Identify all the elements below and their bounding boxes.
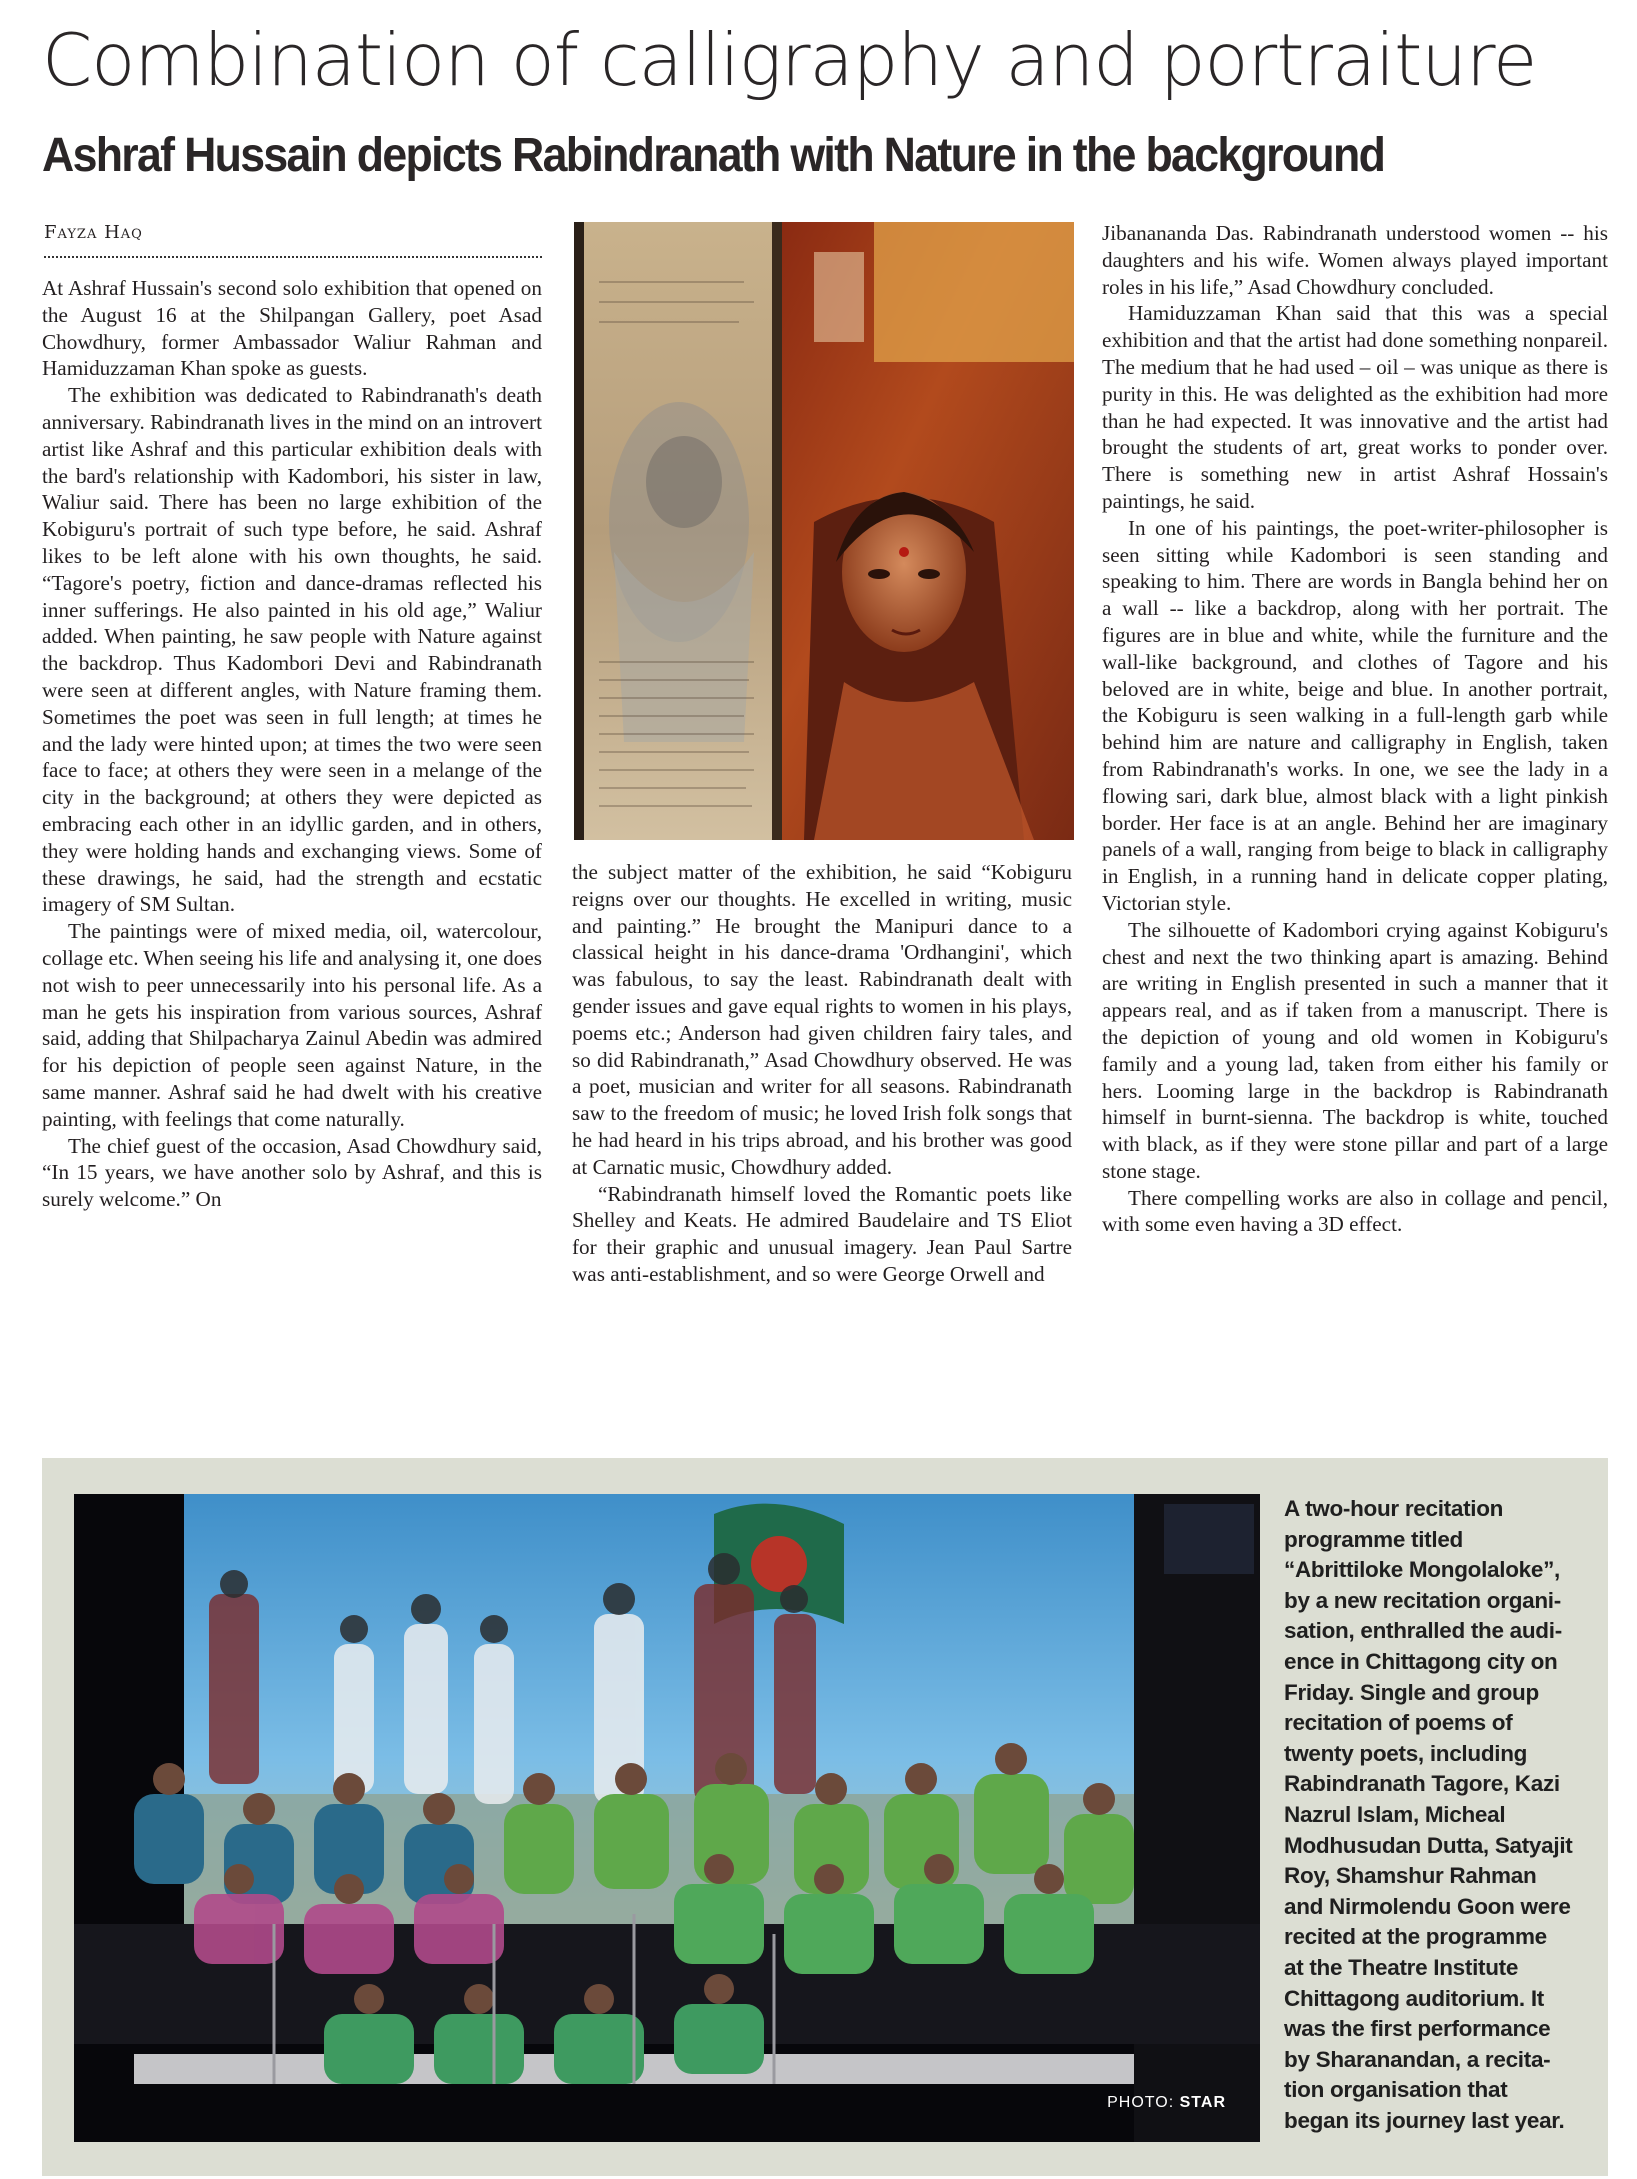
- caption-line: twenty poets, including: [1284, 1740, 1528, 1766]
- photo-caption: [1284, 1494, 1584, 2136]
- paragraph: The chief guest of the occasion, Asad Chowdhury said, “In 15 years, we have another solo by Ashraf, and this is surely welcome.” On: [42, 1133, 542, 1212]
- article-column-3: [1102, 220, 1608, 1238]
- paragraph: “Rabindranath himself loved the Romantic poets like Shelley and Keats. He admired Baudelaire and TS Eliot for their graphic and unusual imagery. Jean Paul Sartre was anti-establishment, and so were George Orwell and: [572, 1181, 1072, 1286]
- photo-credit-label: PHOTO:: [1107, 2094, 1175, 2111]
- caption-line: Nazrul Islam, Micheal: [1284, 1801, 1506, 1827]
- paragraph: At Ashraf Hussain's second solo exhibition that opened on the August 16 at the Shilpangan Gallery, poet Asad Chowdhury, former Ambassador Waliur Rahman and Hamiduzzaman Khan spoke as guests.: [42, 276, 542, 381]
- caption-line: at the Theatre Institute: [1284, 1954, 1519, 1980]
- stage-photo: [74, 1494, 1260, 2142]
- paragraph: the subject matter of the exhibition, he said “Kobiguru reigns over our thoughts. He excelled in writing, music and painting.” He brought the Manipuri dance to a classical height in his dance-drama 'Ordhangini', which was fabulous, to say the least. Rabindranath dealt with gender issues and gave equal rights to women in his plays, poems etc.; Anderson had given children fairy tales, and so did Rabindranath,” Asad Chowdhury observed. He was a poet, musician and writer for all seasons. Rabindranath saw to the freedom of music; he loved Irish folk songs that he had heard in his trips abroad, and his brother was good at Carnatic music, Chowdhury added.: [572, 860, 1072, 1179]
- paragraph: The paintings were of mixed media, oil, watercolour, collage etc. When seeing his life and analysing it, one does not wish to peer unnecessarily into his personal life. As a man he gets his inspiration from various sources, Ashraf said, adding that Shilpacharya Zainul Abedin was admired for his depiction of people seen against Nature, in the same manner. Ashraf said he had dwelt with his creative painting, with feelings that come naturally.: [42, 919, 542, 1131]
- byline-divider: [44, 256, 542, 258]
- photo-credit-source: STAR: [1179, 2094, 1226, 2111]
- caption-line: ence in Chittagong city on: [1284, 1648, 1558, 1674]
- caption-line: Modhusudan Dutta, Satyajit: [1284, 1832, 1573, 1858]
- paragraph: Jibanananda Das. Rabindranath understood women -- his daughters and his wife. Women always played important roles in his life,” Asad Chowdhury concluded.: [1102, 221, 1608, 299]
- caption-line: A two-hour recitation: [1284, 1496, 1504, 1521]
- subheadline: Ashraf Hussain depicts Rabindranath with Nature in the background: [42, 129, 1385, 182]
- caption-line: Roy, Shamshur Rahman: [1284, 1863, 1537, 1889]
- caption-line: by a new recitation organi-: [1284, 1587, 1561, 1613]
- caption-line: began its journey last year.: [1284, 2107, 1565, 2133]
- caption-line: Friday. Single and group: [1284, 1679, 1539, 1705]
- caption-line: was the first performance: [1284, 2016, 1551, 2042]
- paragraph: There compelling works are also in collage and pencil, with some even having a 3D effect.: [1102, 1185, 1608, 1237]
- caption-line: “Abrittiloke Mongolaloke”,: [1284, 1557, 1560, 1583]
- byline: Fayza Haq: [44, 222, 143, 243]
- caption-line: Rabindranath Tagore, Kazi: [1284, 1771, 1560, 1797]
- caption-line: recited at the programme: [1284, 1924, 1547, 1950]
- caption-line: programme titled: [1284, 1526, 1463, 1552]
- caption-line: sation, enthralled the audi-: [1284, 1618, 1562, 1644]
- paragraph: In one of his paintings, the poet-writer-philosopher is seen sitting while Kadombori is seen standing and speaking to him. There are words in Bangla behind her on a wall -- like a backdrop, along with her portrait. The figures are in blue and white, while the furniture and the wall-like background, and clothes of Tagore and his beloved are in white, beige and blue. In another portrait, the Kobiguru is seen walking in a full-length garb while behind him are nature and calligraphy in English, taken from Rabindranath's works. In one, we see the lady in a flowing sari, dark blue, almost black with a light pinkish border. Her face is at an angle. Behind her are imaginary panels of a wall, ranging from beige to black in calligraphy in English, in a running hand in delicate copper plating, Victorian style.: [1102, 515, 1608, 915]
- caption-line: tion organisation that: [1284, 2077, 1508, 2103]
- caption-line: recitation of poems of: [1284, 1710, 1513, 1736]
- article-column-1: [42, 275, 542, 1213]
- caption-line: Chittagong auditorium. It: [1284, 1985, 1544, 2011]
- paragraph: Hamiduzzaman Khan said that this was a special exhibition and that the artist had done something nonpareil. The medium that he had used – oil – was unique as there is purity in this. He was delighted as the exhibition had more than he had expected. It was innovative and the artist had brought the students of art, great works to ponder over. There is something new in artist Ashraf Hossain's paintings, he said.: [1102, 301, 1608, 513]
- headline: Combination of calligraphy and portraiture: [42, 18, 1537, 102]
- caption-line: and Nirmolendu Goon were: [1284, 1893, 1571, 1919]
- photo-credit: [1107, 2094, 1226, 2112]
- paragraph: The exhibition was dedicated to Rabindranath's death anniversary. Rabindranath lives in the mind on an introvert artist like Ashraf and this particular exhibition deals with the bard's relationship with Kadombori, his sister in law, Waliur said. There has been no large exhibition of the Kobiguru's portrait of such type before, he said. Ashraf likes to be left alone with his own thoughts, he said. “Tagore's poetry, fiction and dance-dramas reflected his inner sufferings. He also painted in his old age,” Waliur added. When painting, he saw people with Nature against the backdrop. Thus Kadombori Devi and Rabindranath were seen at different angles, with Nature framing them. Sometimes the poet was seen in full length; at times he and the lady were hinted upon; at times the two were seen face to face; at others they were seen in a melange of the city in the background; at others they were depicted as embracing each other in an idyllic garden, and in others, they were holding hands and exchanging views. Some of these drawings, he said, had the strength and ecstatic imagery of SM Sultan.: [42, 383, 542, 917]
- article-column-2: [572, 859, 1072, 1288]
- paragraph: The silhouette of Kadombori crying against Kobiguru's chest and next the two thinking apart is amazing. Behind are writing in English presented in such a manner that it appears real, and as if taken from a manuscript. There is the depiction of young and old women in Kobiguru's family and a young lad, taken from either his family or hers. Looming large in the backdrop is Rabindranath himself in burnt-sienna. The backdrop is white, touched with black, as if they were stone pillar and part of a large stone stage.: [1102, 917, 1608, 1183]
- painting-image: [574, 222, 1074, 840]
- caption-line: by Sharanandan, a recita-: [1284, 2046, 1551, 2072]
